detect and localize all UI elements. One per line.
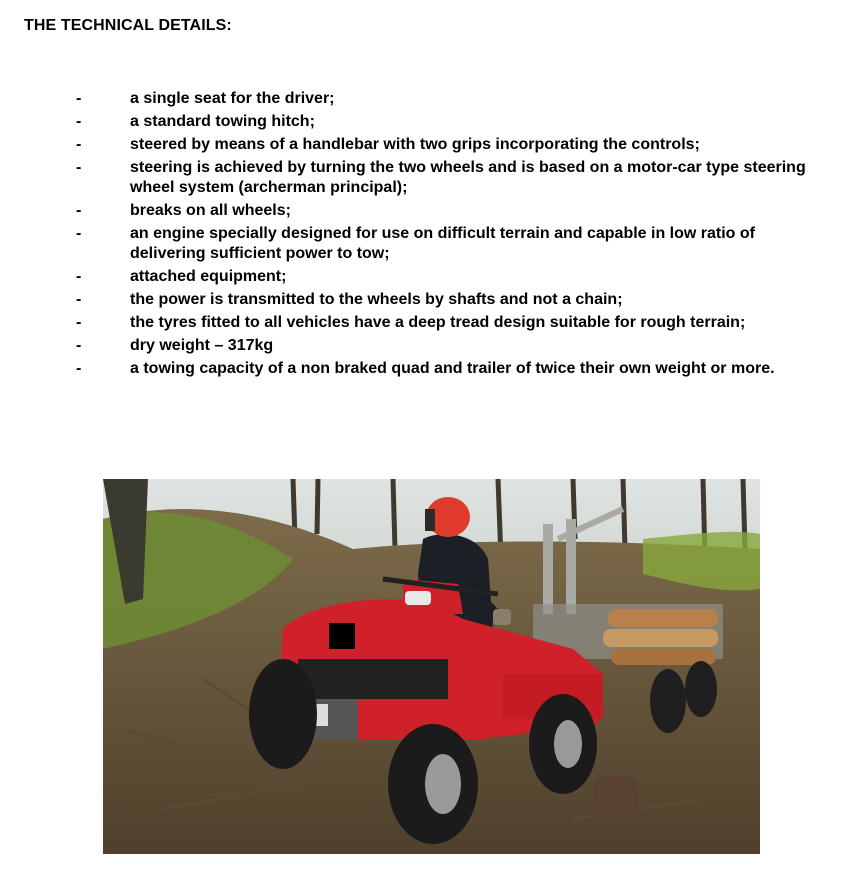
- list-item: [0, 89, 847, 109]
- list-item: [0, 135, 847, 155]
- list-item: [0, 290, 847, 310]
- bullet-dash: -: [76, 159, 82, 176]
- list-item-text: dry weight – 317kg: [130, 337, 274, 354]
- bullet-dash: -: [76, 136, 82, 153]
- list-item-text: a standard towing hitch;: [130, 113, 315, 130]
- bullet-dash: -: [76, 202, 82, 219]
- tree-stump: [593, 777, 638, 817]
- list-item-text: steering is achieved by turning the two wheels and is based on a motor-car type steering wheel system (archerman principal);: [130, 159, 806, 196]
- technical-details-list: [0, 89, 847, 382]
- quad-bike-photo: [103, 479, 760, 854]
- bullet-dash: -: [76, 360, 82, 377]
- list-item: [0, 336, 847, 356]
- section-heading: THE TECHNICAL DETAILS:: [24, 17, 232, 34]
- list-item-text: steered by means of a handlebar with two grips incorporating the controls;: [130, 136, 700, 153]
- list-item: [0, 224, 847, 264]
- list-item-text: the tyres fitted to all vehicles have a deep tread design suitable for rough terrain;: [130, 314, 746, 331]
- bullet-dash: -: [76, 90, 82, 107]
- list-item: [0, 158, 847, 198]
- list-item: [0, 267, 847, 287]
- bullet-dash: -: [76, 337, 82, 354]
- list-item: [0, 359, 847, 379]
- list-item: [0, 313, 847, 333]
- list-item-text: an engine specially designed for use on difficult terrain and capable in low ratio of delivering sufficient power to tow;: [130, 225, 755, 262]
- list-item-text: a single seat for the driver;: [130, 90, 335, 107]
- bullet-dash: -: [76, 291, 82, 308]
- list-item-text: a towing capacity of a non braked quad and trailer of twice their own weight or more.: [130, 360, 775, 377]
- redaction-box: [329, 623, 355, 649]
- quad-bike-illustration: [103, 479, 760, 854]
- bullet-dash: -: [76, 225, 82, 242]
- list-item-text: attached equipment;: [130, 268, 287, 285]
- list-item-text: the power is transmitted to the wheels by shafts and not a chain;: [130, 291, 623, 308]
- list-item-text: breaks on all wheels;: [130, 202, 291, 219]
- bullet-dash: -: [76, 314, 82, 331]
- list-item: [0, 201, 847, 221]
- bullet-dash: -: [76, 268, 82, 285]
- list-item: [0, 112, 847, 132]
- bullet-dash: -: [76, 113, 82, 130]
